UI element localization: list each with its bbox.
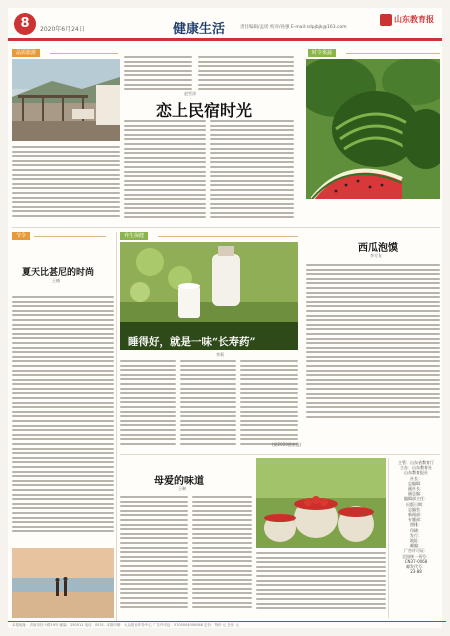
sleep-text-col-1: [120, 360, 176, 450]
column-rule: [116, 232, 117, 622]
info-line: 印刷：: [410, 527, 422, 533]
tag-wellness: 养生保健: [120, 232, 148, 240]
tag-season: 节令: [12, 232, 30, 240]
tag-rule-fruit: [346, 53, 440, 54]
homestay-author: 赵雪涛: [184, 91, 196, 96]
info-line: 编辑部主任：: [404, 496, 428, 502]
info-line: 总编辑：: [408, 480, 424, 486]
watermelon-author: 李方友: [370, 253, 382, 258]
masthead-info: [392, 460, 440, 574]
watermelon-title: 西瓜泡馍: [358, 243, 398, 254]
mother-text-col-1: [120, 496, 188, 620]
info-line: 全国统一刊号：: [402, 553, 430, 559]
logo-icon: [380, 14, 392, 26]
issue-date: 2020年6月24日: [40, 26, 85, 33]
info-line: 地址：: [410, 538, 422, 544]
tag-fruit: 时令果蔬: [308, 49, 336, 57]
sleep-author: 李莉: [216, 352, 224, 357]
homestay-text-top-2: [198, 56, 294, 94]
summer-title: 夏天比甚尼的时尚: [22, 268, 95, 278]
tag-travel: 品质旅游: [12, 49, 40, 57]
homestay-text-left: [12, 146, 120, 222]
info-rule: [388, 458, 389, 618]
tag-rule-wellness: [158, 236, 298, 237]
info-line: 专题部：: [408, 517, 424, 523]
sleep-text-col-3: [240, 360, 298, 450]
homestay-title: 恋上民宿时光: [156, 101, 253, 120]
mother-author: 王琳: [178, 486, 186, 491]
info-line: 出版日期：: [406, 501, 426, 507]
info-line: 发行：: [410, 532, 422, 538]
beach-photo: [12, 548, 114, 618]
mother-title: 母爱的味道: [154, 476, 204, 487]
homestay-text-col-2: [210, 120, 294, 224]
page-footer: 本报地址：济南市经十路19号 邮编：250011 电话：0531- 本报印刷：大众报业印务中心 广告许可证：3700004000068 定价：每份 元 全年 元: [8, 621, 446, 628]
newspaper-logo: [380, 14, 434, 26]
section-title: 健康生活: [173, 22, 226, 37]
info-line: 邮编：: [410, 543, 422, 549]
sleep-text-col-2: [180, 360, 236, 450]
mother-text-col-2: [192, 496, 252, 620]
summer-text: [12, 296, 114, 546]
source-note: (据2020健康报): [272, 442, 302, 447]
tag-rule-season: [34, 236, 106, 237]
info-line: 山东教育报社: [404, 470, 428, 476]
tag-rule: [50, 53, 118, 54]
editor-info: 责任编辑/孟瑶 校对/孙强 E-mail:sdpjbjk@163.com: [240, 25, 347, 30]
newspaper-page: [8, 8, 442, 628]
section-divider-2: [120, 454, 440, 455]
info-line: 总编室：: [408, 506, 424, 512]
section-divider: [12, 227, 440, 228]
page-number: 8: [14, 13, 36, 35]
info-line: 邮发代号：: [406, 564, 426, 570]
homestay-text-col-1: [124, 120, 206, 224]
watermelon-photo: [306, 59, 440, 199]
page-header: [8, 8, 442, 41]
mother-text-col-3: [256, 552, 386, 620]
info-line: 新闻部：: [408, 512, 424, 518]
watermelon-text: [306, 264, 440, 426]
info-line: 主管：山东省教育厅: [398, 460, 434, 465]
summer-author: 王楠: [52, 278, 60, 283]
info-line: 社长：: [410, 475, 422, 481]
info-line: 照排：: [410, 522, 422, 528]
info-line: CN37-0068: [404, 558, 428, 564]
homestay-photo: [12, 59, 120, 141]
info-line: 主办：山东教育社: [400, 465, 432, 471]
info-line: 副总编：: [408, 491, 424, 497]
sleep-title: 睡得好，就是一味“长寿药”: [128, 336, 256, 348]
info-line: 广告许可证：: [404, 548, 428, 554]
cherries-photo: [256, 458, 386, 548]
info-line: 23-88: [410, 569, 422, 575]
homestay-text-top-1: [124, 56, 192, 94]
info-line: 副社长：: [408, 486, 424, 492]
logo-text: 山东教育报: [394, 14, 434, 24]
